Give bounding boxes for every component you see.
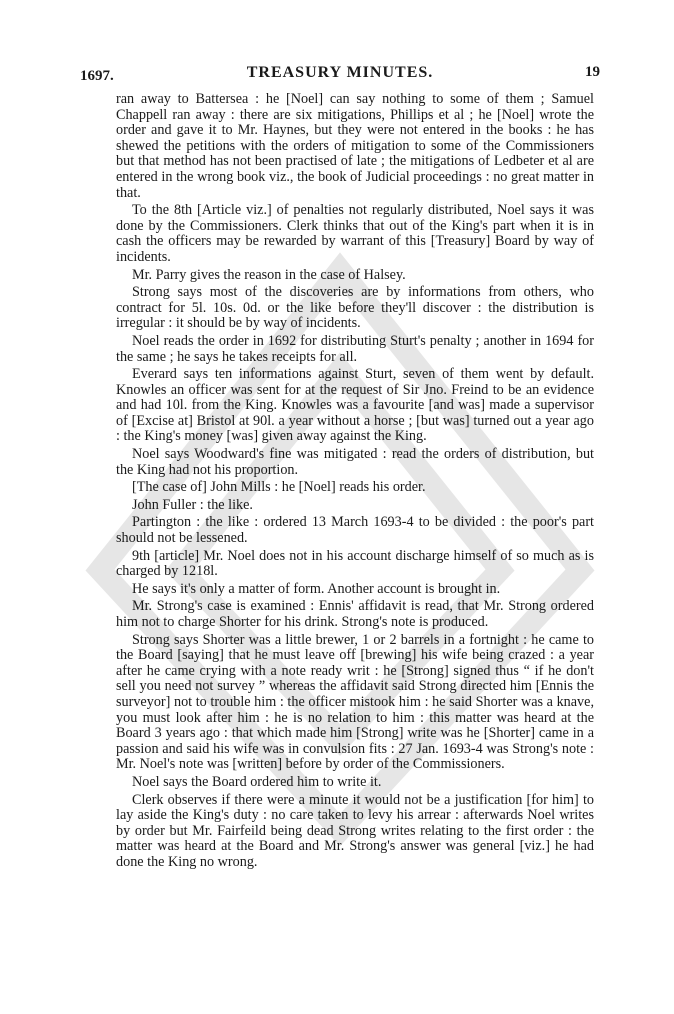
- paragraph: Strong says Shorter was a little brewer, 1 or 2 barrels in a fortnight : he came to the Board [saying] that he must leave off [brewing] his wife being crazed : a year after he came crying with a note ready writ : he [Strong] signed thus “ if he don't sell you need not survey ” whereas the affidavit said Strong directed him [Ennis the surveyor] not to trouble him : the officer mistook him : he said Shorter was a knave, you must look after him : he is no relation to him : this matter was heard at the Board 3 years ago : that which made him [Strong] write was he [Shorter] came in a passion and said his wife was in convulsion fits : 27 Jan. 1693-4 was Strong's note : Mr. Noel's note was [written] before by order of the Commissioners.: [116, 631, 594, 773]
- body-text: [116, 92, 594, 873]
- paragraph: Strong says most of the discoveries are by informations from others, who contract for 5l. 10s. 0d. or the like before they'll discover : the distribution is irregular : it should be by way of incidents.: [116, 284, 594, 332]
- paragraph: Mr. Parry gives the reason in the case of Halsey.: [132, 266, 406, 283]
- paragraph: Everard says ten informations against Sturt, seven of them went by default. Knowles an officer was sent for at the request of Sir Jno. Freind to be an evidence and had 10l. from the King. Knowles was a favourite [and was] made a supervisor of [Excise at] Bristol at 90l. a year without a horse ; [but was] turned out a year ago : the King's money [was] given away against the King.: [116, 366, 594, 445]
- paragraph: Noel says the Board ordered him to write it.: [132, 773, 382, 790]
- page-number: 19: [585, 64, 600, 80]
- paragraph: Noel says Woodward's fine was mitigated : read the orders of distribution, but the King had not his proportion.: [116, 446, 594, 478]
- paragraph: Mr. Strong's case is examined : Ennis' affidavit is read, that Mr. Strong ordered him not to charge Shorter for his drink. Strong's note is produced.: [116, 598, 594, 630]
- running-title: TREASURY MINUTES.: [246, 64, 434, 81]
- paragraph: He says it's only a matter of form. Another account is brought in.: [132, 580, 501, 597]
- paragraph: Partington : the like : ordered 13 March 1693-4 to be divided : the poor's part should not be lessened.: [116, 514, 594, 547]
- paragraph: Clerk observes if there were a minute it would not be a justification [for him] to lay aside the King's duty : no care taken to levy his arrear : afterwards Noel writes by order but Mr. Fairfeild being dead Strong writes relating to the first order : the matter was heard at the Board and Mr. Strong's answer was general [viz.] he had done the King no wrong.: [116, 791, 594, 870]
- paragraph: 9th [article] Mr. Noel does not in his account discharge himself of so much as is charged by 1218l.: [116, 547, 594, 580]
- page-year: 1697.: [80, 68, 114, 84]
- paragraph: John Fuller : the like.: [132, 496, 253, 513]
- paragraph: To the 8th [Article viz.] of penalties not regularly distributed, Noel says it was done by the Commissioners. Clerk thinks that out of the King's part when it is in cash the officers may be rewarded by warrant of this [Treasury] Board by way of incidents.: [116, 202, 594, 265]
- paragraph: Noel reads the order in 1692 for distributing Sturt's penalty ; another in 1694 for the same ; he says he takes receipts for all.: [116, 332, 594, 365]
- paragraph: [The case of] John Mills : he [Noel] reads his order.: [132, 479, 426, 496]
- paragraph: ran away to Battersea : he [Noel] can say nothing to some of them ; Samuel Chappell ran away : there are six mitigations, Phillips et al ; he [Noel] wrote the order and gave it to Mr. Haynes, but they were not entered in the books : he has shewed the petitions with the orders of mitigation to some of the Commissioners but that method has not been practised of late ; the mitigations of Ledbeter et al are entered in the wrong book viz., the book of Judicial proceedings : no great matter in that.: [116, 91, 594, 201]
- page-header: [80, 58, 600, 84]
